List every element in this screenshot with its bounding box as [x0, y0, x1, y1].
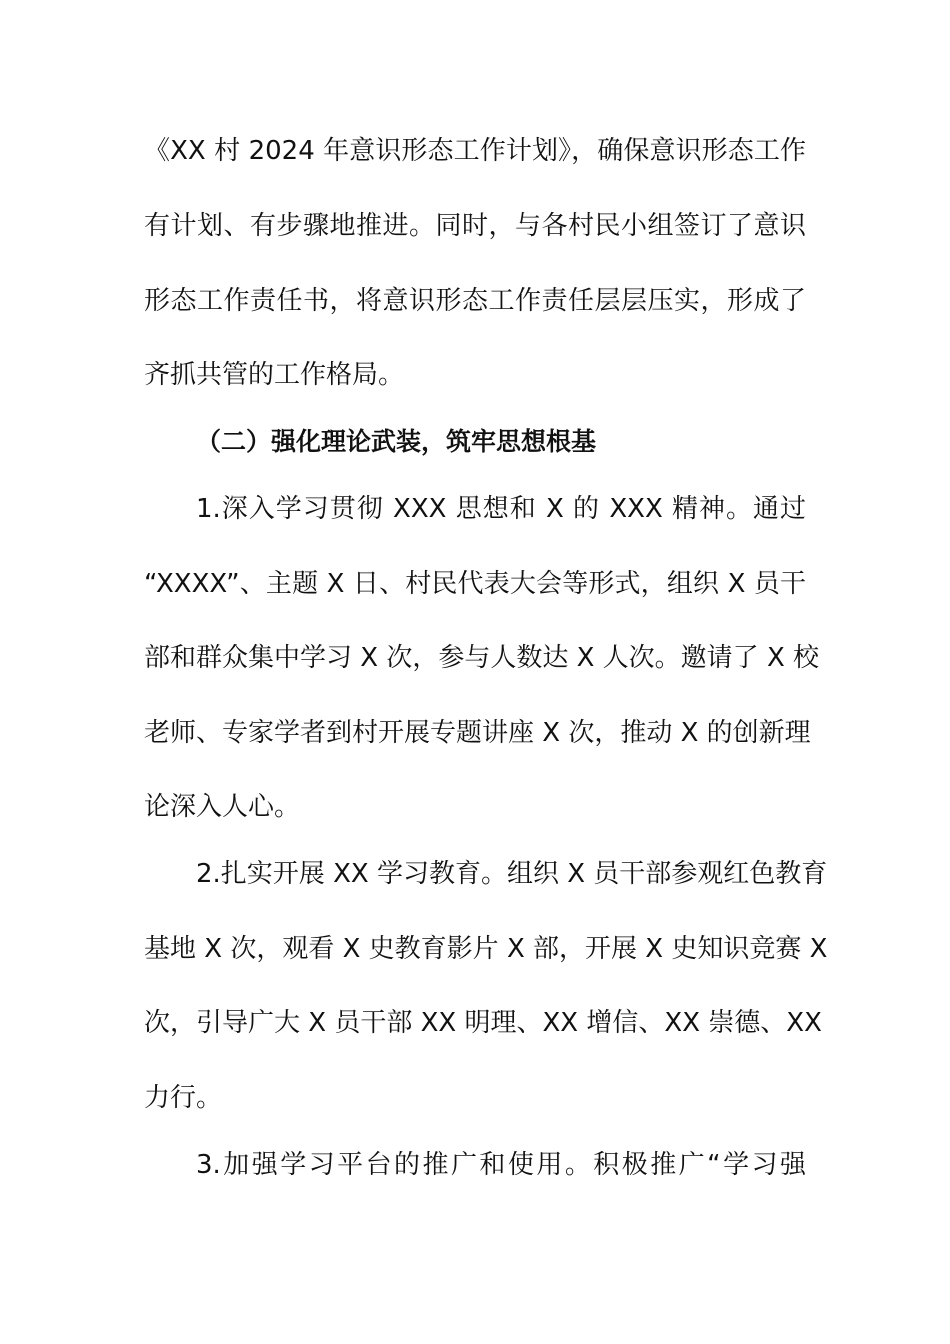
text-line: 《XX 村 2024 年意识形态工作计划》，确保意识形态工作	[144, 136, 806, 166]
text-line: 基地 X 次，观看 X 史教育影片 X 部，开展 X 史知识竞赛 X	[144, 934, 828, 964]
text-line: 形态工作责任书，将意识形态工作责任层层压实，形成了	[144, 286, 806, 316]
section-heading: （二）强化理论武装，筑牢思想根基	[196, 427, 597, 456]
text-line: “XXXX”、主题 X 日、村民代表大会等形式，组织 X 员干	[144, 569, 806, 599]
text-line: 2.扎实开展 XX 学习教育。组织 X 员干部参观红色教育	[196, 859, 828, 889]
text-line: 部和群众集中学习 X 次，参与人数达 X 人次。邀请了 X 校	[144, 643, 820, 673]
text-line: 力行。	[144, 1083, 223, 1113]
text-line: 次，引导广大 X 员干部 XX 明理、XX 增信、XX 崇德、XX	[144, 1008, 822, 1038]
text-line: 论深入人心。	[144, 792, 301, 822]
text-line: 1.深入学习贯彻 XXX 思想和 X 的 XXX 精神。通过	[196, 494, 806, 524]
text-line: 有计划、有步骤地推进。同时，与各村民小组签订了意识	[144, 211, 806, 241]
text-line: 3.加强学习平台的推广和使用。积极推广“学习强	[196, 1150, 806, 1180]
text-line: 齐抓共管的工作格局。	[144, 360, 405, 390]
text-line: 老师、专家学者到村开展专题讲座 X 次，推动 X 的创新理	[144, 718, 811, 748]
